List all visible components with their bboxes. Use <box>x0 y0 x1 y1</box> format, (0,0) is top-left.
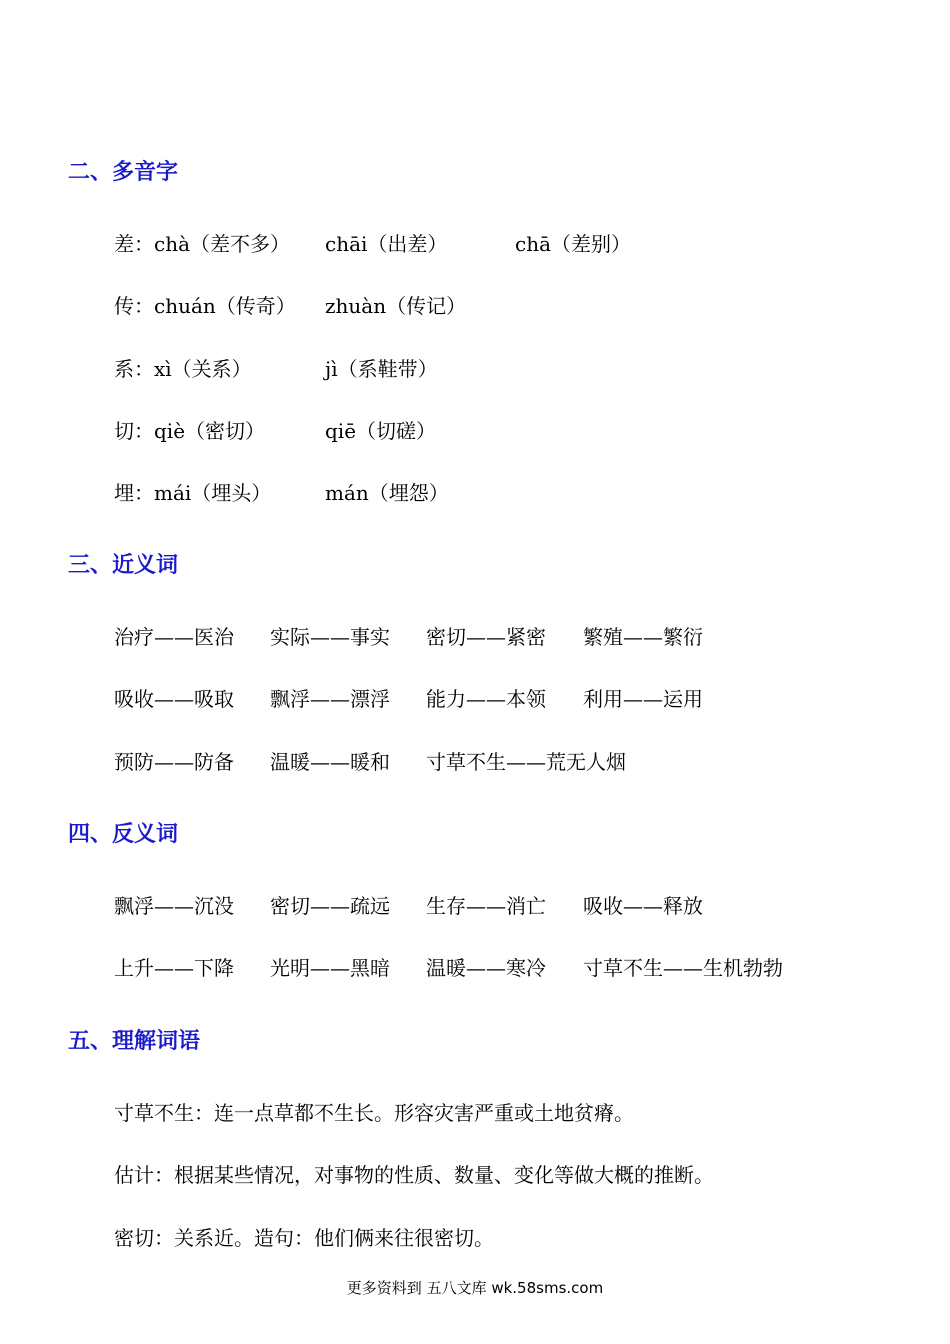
word-pair: 能力——本领 <box>426 687 546 711</box>
polyphone-entry: qiē（切磋） <box>325 419 437 443</box>
word-pair: 密切——疏远 <box>270 894 390 918</box>
section-heading-synonyms: 三、近义词 <box>68 553 179 578</box>
word-pair: 寸草不生——荒无人烟 <box>426 750 626 774</box>
polyphone-entry: 埋：mái（埋头） <box>114 481 272 505</box>
section-heading-polyphones: 二、多音字 <box>68 160 179 185</box>
word-pair: 飘浮——沉没 <box>114 894 234 918</box>
word-pair: 飘浮——漂浮 <box>270 687 390 711</box>
polyphone-entry: zhuàn（传记） <box>325 294 467 318</box>
section-heading-definitions: 五、理解词语 <box>68 1029 201 1054</box>
word-pair: 温暖——暖和 <box>270 750 390 774</box>
word-pair: 繁殖——繁衍 <box>583 625 703 649</box>
word-pair: 吸收——吸取 <box>114 687 234 711</box>
word-pair: 上升——下降 <box>114 956 234 980</box>
definition-item: 估计：根据某些情况，对事物的性质、数量、变化等做大概的推断。 <box>114 1163 714 1187</box>
polyphone-entry: chā（差别） <box>515 232 632 256</box>
definition-item: 寸草不生：连一点草都不生长。形容灾害严重或土地贫瘠。 <box>114 1101 634 1125</box>
footer-watermark: 更多资料到 五八文库 wk.58sms.com <box>346 1279 604 1297</box>
word-pair: 寸草不生——生机勃勃 <box>583 956 783 980</box>
word-pair: 温暖——寒冷 <box>426 956 546 980</box>
word-pair: 预防——防备 <box>114 750 234 774</box>
polyphone-entry: 传：chuán（传奇） <box>114 294 296 318</box>
polyphone-entry: jì（系鞋带） <box>325 357 438 381</box>
section-heading-antonyms: 四、反义词 <box>68 822 179 847</box>
word-pair: 生存——消亡 <box>426 894 546 918</box>
word-pair: 利用——运用 <box>583 687 703 711</box>
definition-item: 密切：关系近。造句：他们俩来往很密切。 <box>114 1226 494 1250</box>
word-pair: 光明——黑暗 <box>270 956 390 980</box>
polyphone-entry: mán（埋怨） <box>325 481 449 505</box>
word-pair: 密切——紧密 <box>426 625 546 649</box>
polyphone-entry: 切：qiè（密切） <box>114 419 266 443</box>
word-pair: 治疗——医治 <box>114 625 234 649</box>
polyphone-entry: 系：xì（关系） <box>114 357 252 381</box>
polyphone-entry: chāi（出差） <box>325 232 448 256</box>
word-pair: 吸收——释放 <box>583 894 703 918</box>
polyphone-entry: 差：chà（差不多） <box>114 232 291 256</box>
word-pair: 实际——事实 <box>270 625 390 649</box>
